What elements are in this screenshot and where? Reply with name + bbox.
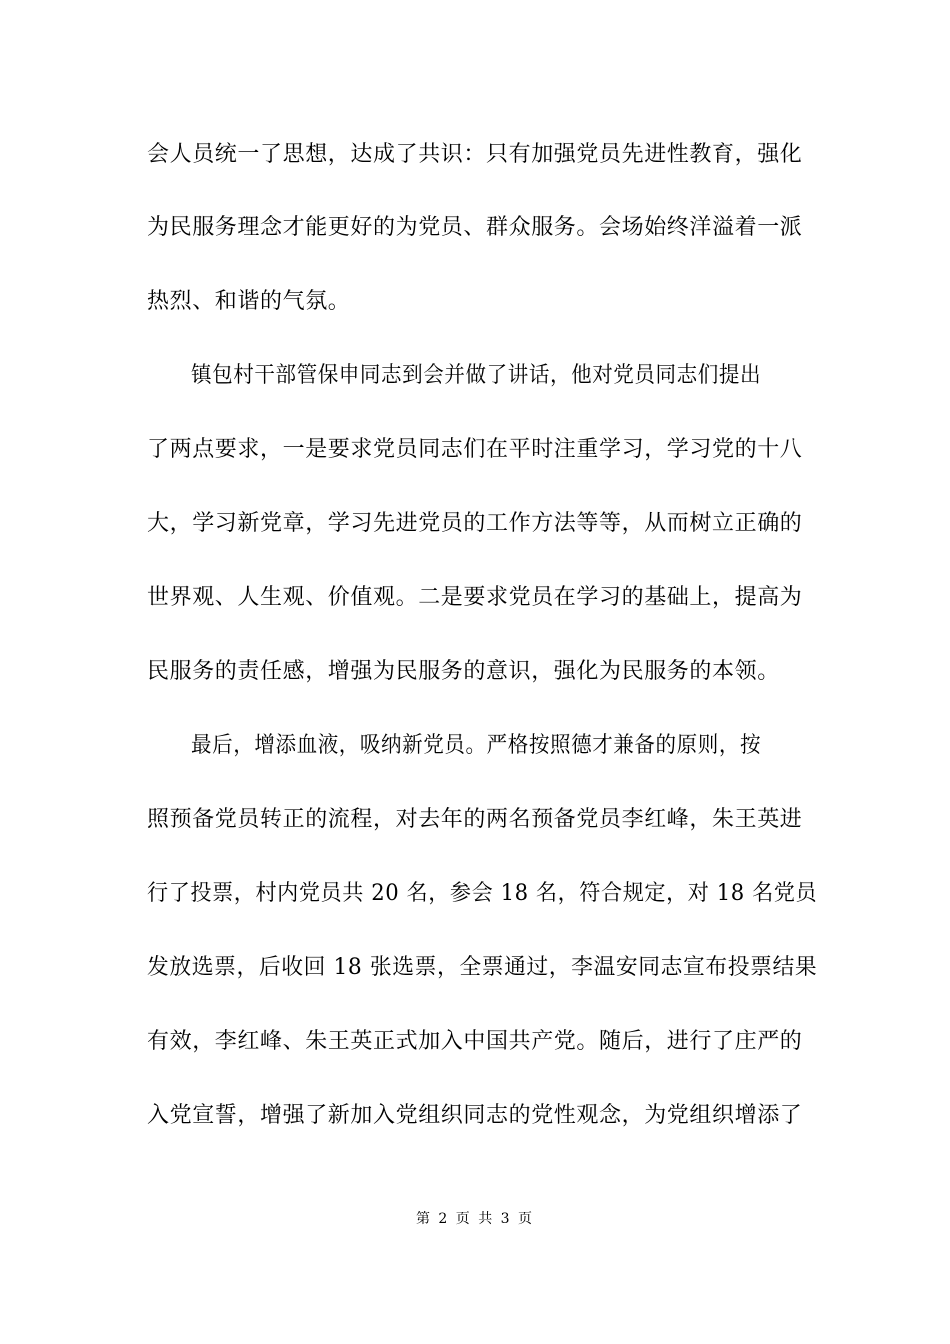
- body-text-line: 有效，李红峰、朱王英正式加入中国共产党。随后，进行了庄严的: [147, 1029, 803, 1054]
- body-text-line: 行了投票，村内党员共 20 名，参会 18 名，符合规定，对 18 名党员: [147, 881, 818, 906]
- paragraph-first-line: 最后，增添血液，吸纳新党员。严格按照德才兼备的原则，按: [191, 733, 762, 758]
- page-number-footer: 第 2 页 共 3 页: [415, 1211, 535, 1227]
- body-text-line: 会人员统一了思想，达成了共识：只有加强党员先进性教育，强化: [147, 142, 803, 167]
- body-text-line: 入党宣誓，增强了新加入党组织同志的党性观念，为党组织增添了: [147, 1103, 803, 1128]
- body-text-line: 了两点要求，一是要求党员同志们在平时注重学习，学习党的十八: [147, 437, 803, 462]
- body-text-line: 热烈、和谐的气氛。: [147, 289, 351, 314]
- body-text-line: 为民服务理念才能更好的为党员、群众服务。会场始终洋溢着一派: [147, 215, 803, 240]
- body-text-line: 照预备党员转正的流程，对去年的两名预备党员李红峰，朱王英进: [147, 807, 803, 832]
- body-text-line: 发放选票，后收回 18 张选票，全票通过，李温安同志宣布投票结果: [147, 955, 818, 980]
- body-text-line: 民服务的责任感，增强为民服务的意识，强化为民服务的本领。: [147, 659, 780, 684]
- body-text-line: 世界观、人生观、价值观。二是要求党员在学习的基础上，提高为: [147, 585, 803, 610]
- paragraph-first-line: 镇包村干部管保申同志到会并做了讲话，他对党员同志们提出: [191, 363, 762, 388]
- body-text-line: 大，学习新党章，学习先进党员的工作方法等等，从而树立正确的: [147, 511, 803, 536]
